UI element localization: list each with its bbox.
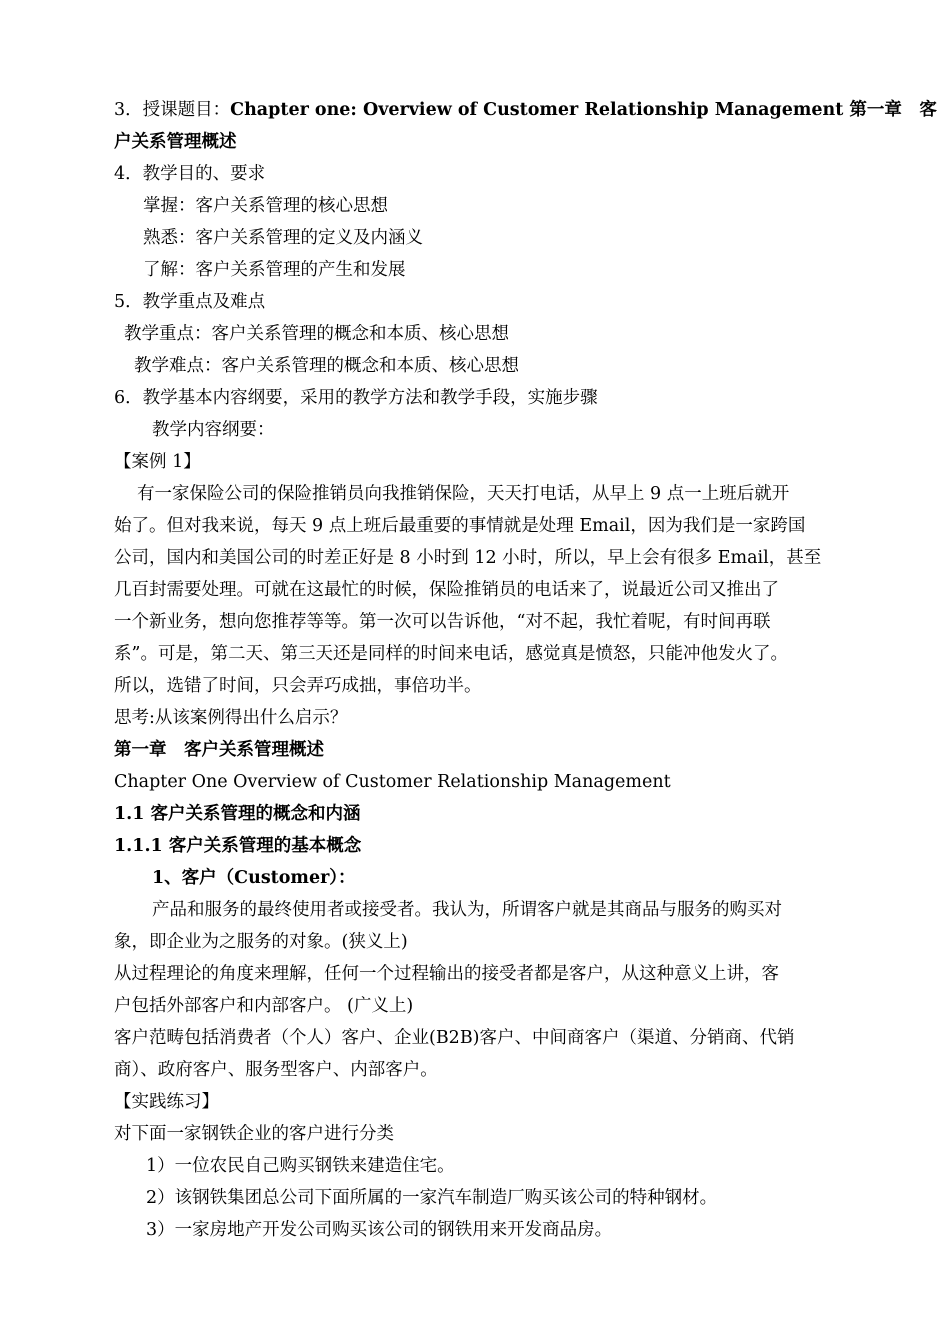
course-title: Chapter one: Overview of Customer Relationship Management 第一章 客 (230, 100, 937, 120)
key-point: 教学重点：客户关系管理的概念和本质、核心思想 (124, 324, 509, 344)
case-paragraph-line: 一个新业务，想向您推荐等等。第一次可以告诉他，“对不起，我忙着呢，有时间再联 (114, 612, 771, 632)
case-paragraph-line: 系”。可是，第二天、第三天还是同样的时间来电话，感觉真是愤怒，只能冲他发火了。 (114, 644, 788, 664)
case-paragraph-line: 始了。但对我来说，每天 9 点上班后最重要的事情就是处理 Email，因为我们是一家跨国 (114, 516, 806, 536)
scope-paragraph-line: 客户范畴包括消费者（个人）客户、企业(B2B)客户、中间商客户（渠道、分销商、代销 (114, 1028, 795, 1048)
section-heading-content: 6．教学基本内容纲要，采用的教学方法和教学手段，实施步骤 (114, 388, 598, 408)
definition-paragraph-line: 象，即企业为之服务的对象。(狭义上) (114, 932, 408, 952)
content-outline-label: 教学内容纲要： (152, 420, 275, 440)
section-heading-objectives: 4．教学目的、要求 (114, 164, 266, 184)
practice-item: 2）该钢铁集团总公司下面所属的一家汽车制造厂购买该公司的特种钢材。 (146, 1188, 718, 1208)
practice-item: 1）一位农民自己购买钢铁来建造住宅。 (146, 1156, 455, 1176)
process-paragraph-line: 户包括外部客户和内部客户。 (广义上) (114, 996, 414, 1016)
case-heading: 【案例 1】 (114, 452, 201, 472)
objective-master: 掌握：客户关系管理的核心思想 (143, 196, 388, 216)
course-title-line (114, 98, 937, 122)
difficult-point: 教学难点：客户关系管理的概念和本质、核心思想 (134, 356, 519, 376)
section-heading-1-1: 1.1 客户关系管理的概念和内涵 (114, 804, 361, 824)
scope-paragraph-line: 商）、政府客户、服务型客户、内部客户。 (114, 1060, 438, 1080)
chapter-heading: 第一章 客户关系管理概述 (114, 740, 324, 760)
process-paragraph-line: 从过程理论的角度来理解，任何一个过程输出的接受者都是客户，从这种意义上讲，客 (114, 964, 779, 984)
section-heading-key-points: 5．教学重点及难点 (114, 292, 266, 312)
course-title-continued: 户关系管理概述 (114, 132, 237, 152)
reflection-question: 思考:从该案例得出什么启示？ (114, 708, 348, 728)
customer-heading: 1、客户（Customer）： (152, 868, 356, 888)
practice-item: 3）一家房地产开发公司购买该公司的钢铁用来开发商品房。 (146, 1220, 613, 1240)
objective-familiar: 熟悉：客户关系管理的定义及内涵义 (143, 228, 423, 248)
section-heading-1-1-1: 1.1.1 客户关系管理的基本概念 (114, 836, 362, 856)
practice-heading: 【实践练习】 (114, 1092, 219, 1112)
chapter-heading-english: Chapter One Overview of Customer Relationship Management (114, 772, 671, 792)
objective-understand: 了解：客户关系管理的产生和发展 (143, 260, 406, 280)
case-paragraph-line: 公司，国内和美国公司的时差正好是 8 小时到 12 小时，所以，早上会有很多 Email，甚至 (114, 548, 822, 568)
course-title-prefix: 3．授课题目： (114, 100, 231, 120)
case-paragraph-line: 所以，选错了时间，只会弄巧成拙，事倍功半。 (114, 676, 482, 696)
practice-instruction: 对下面一家钢铁企业的客户进行分类 (114, 1124, 394, 1144)
case-paragraph-line: 有一家保险公司的保险推销员向我推销保险，天天打电话，从早上 9 点一上班后就开 (137, 484, 790, 504)
case-paragraph-line: 几百封需要处理。可就在这最忙的时候，保险推销员的电话来了，说最近公司又推出了 (114, 580, 779, 600)
definition-paragraph-line: 产品和服务的最终使用者或接受者。我认为，所谓客户就是其商品与服务的购买对 (152, 900, 782, 920)
